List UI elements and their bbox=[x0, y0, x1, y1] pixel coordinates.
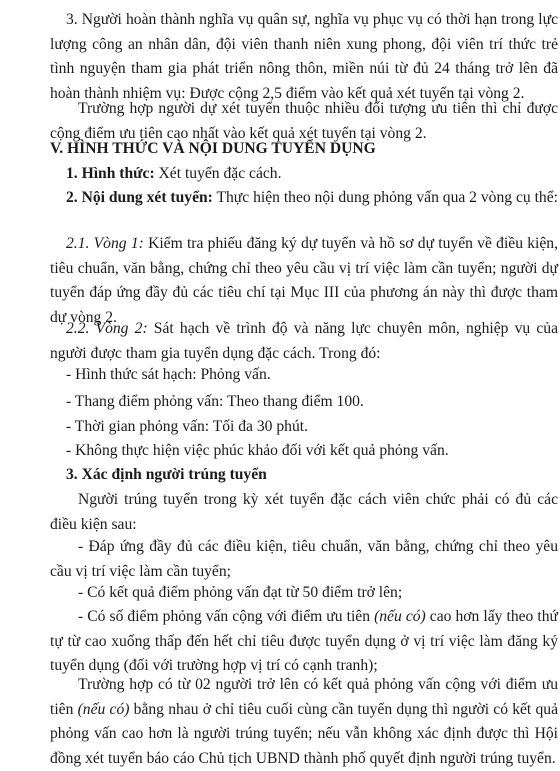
section-2-text: Thực hiện theo nội dung phỏng vấn qua 2 vòng cụ thể: bbox=[212, 189, 558, 206]
round-1-label: 2.1. Vòng 1: bbox=[66, 235, 144, 252]
round-2-text: Sát hạch về trình độ và năng lực chuyên môn, nghiệp vụ của người được tham gia tuyển dụng đặc cách. Trong đó: bbox=[50, 320, 559, 362]
round-2-label: 2.2. Vòng 2: bbox=[66, 320, 148, 337]
section-1-text: Xét tuyển đặc cách. bbox=[154, 165, 282, 182]
round-1-text: Kiểm tra phiếu đăng ký dự tuyển và hồ sơ dự tuyển về điều kiện, tiêu chuẩn, văn bằng, chứng chỉ theo yêu cầu vị trí việc làm cần tuyển; người dự tuyển đáp ứng đầy đủ các tiêu chí tại Mục III của phương án này thì được tham dự vòng 2. bbox=[50, 235, 559, 326]
condition-1: - Đáp ứng đầy đủ các điều kiện, tiêu chuẩn, văn bằng, chứng chỉ theo yêu cầu vị trí việc làm cần tuyển; bbox=[50, 538, 558, 580]
condition-3-post: cao hơn lấy theo thứ tự từ cao xuống thấp đến hết chỉ tiêu được tuyển dụng ở vị trí việc làm đăng ký tuyển dụng (đối với trường hợp vị trí có cạnh tranh); bbox=[50, 608, 558, 674]
round-2 bbox=[50, 317, 558, 366]
tie-break-post: bằng nhau ở chỉ tiêu cuối cùng cần tuyển dụng thì người có kết quả phỏng vấn cao hơn là người trúng tuyển; nếu vẫn không xác định được thì Hội đồng xét tuyển báo cáo Chủ tịch UBND thành phố quyết định người trúng tuyển. bbox=[50, 700, 558, 767]
paragraph-conditions: Người trúng tuyển trong kỳ xét tuyển đặc cách viên chức phải có đủ các điều kiện sau: bbox=[50, 491, 558, 533]
section-2-label: 2. Nội dung xét tuyển: bbox=[66, 189, 213, 206]
condition-2: - Có kết quả điểm phỏng vấn đạt từ 50 điểm trở lên; bbox=[78, 584, 403, 601]
paragraph-item-3: 3. Người hoàn thành nghĩa vụ quân sự, nghĩa vụ phục vụ có thời hạn trong lực lượng công an nhân dân, đội viên thanh niên xung phong, đội viên trí thức trẻ tình nguyện tham gia phát triển nông thôn, miền núi từ đủ 24 tháng trở lên đã hoàn thành nhiệm vụ: Được cộng 2,5 điểm vào kết quả xét tuyển tại vòng 2. bbox=[50, 11, 558, 102]
section-3-heading: 3. Xác định người trúng tuyển bbox=[66, 466, 267, 483]
bullet-no-review: - Không thực hiện việc phúc khảo đối với kết quả phỏng vấn. bbox=[66, 442, 449, 459]
paragraph-multiple-priority: Trường hợp người dự xét tuyển thuộc nhiều đối tượng ưu tiên thì chỉ được cộng điểm ưu tiên cao nhất vào kết quả xét tuyển tại vòng 2. bbox=[50, 100, 558, 142]
section-2 bbox=[50, 186, 558, 211]
bullet-format: - Hình thức sát hạch: Phỏng vấn. bbox=[66, 366, 271, 383]
tie-break-pre: Trường hợp có từ 02 người trở lên có kết quả phỏng vấn cộng với điểm ưu tiên bbox=[50, 676, 558, 718]
round-1 bbox=[50, 232, 558, 330]
condition-3-pre: - Có số điểm phỏng vấn cộng với điểm ưu tiên bbox=[78, 608, 375, 625]
paragraph-tie-break bbox=[50, 673, 558, 771]
section-1 bbox=[50, 162, 558, 187]
bullet-duration: - Thời gian phỏng vấn: Tối đa 30 phút. bbox=[66, 418, 308, 435]
section-1-label: 1. Hình thức: bbox=[66, 165, 155, 182]
condition-3-italic: (nếu có) bbox=[374, 608, 426, 625]
condition-3 bbox=[50, 605, 558, 679]
tie-break-italic: (nếu có) bbox=[77, 700, 130, 718]
bullet-scale: - Thang điểm phỏng vấn: Theo thang điểm 100. bbox=[66, 393, 364, 410]
section-heading-v: V. HÌNH THỨC VÀ NỘI DUNG TUYỂN DỤNG bbox=[50, 140, 376, 157]
